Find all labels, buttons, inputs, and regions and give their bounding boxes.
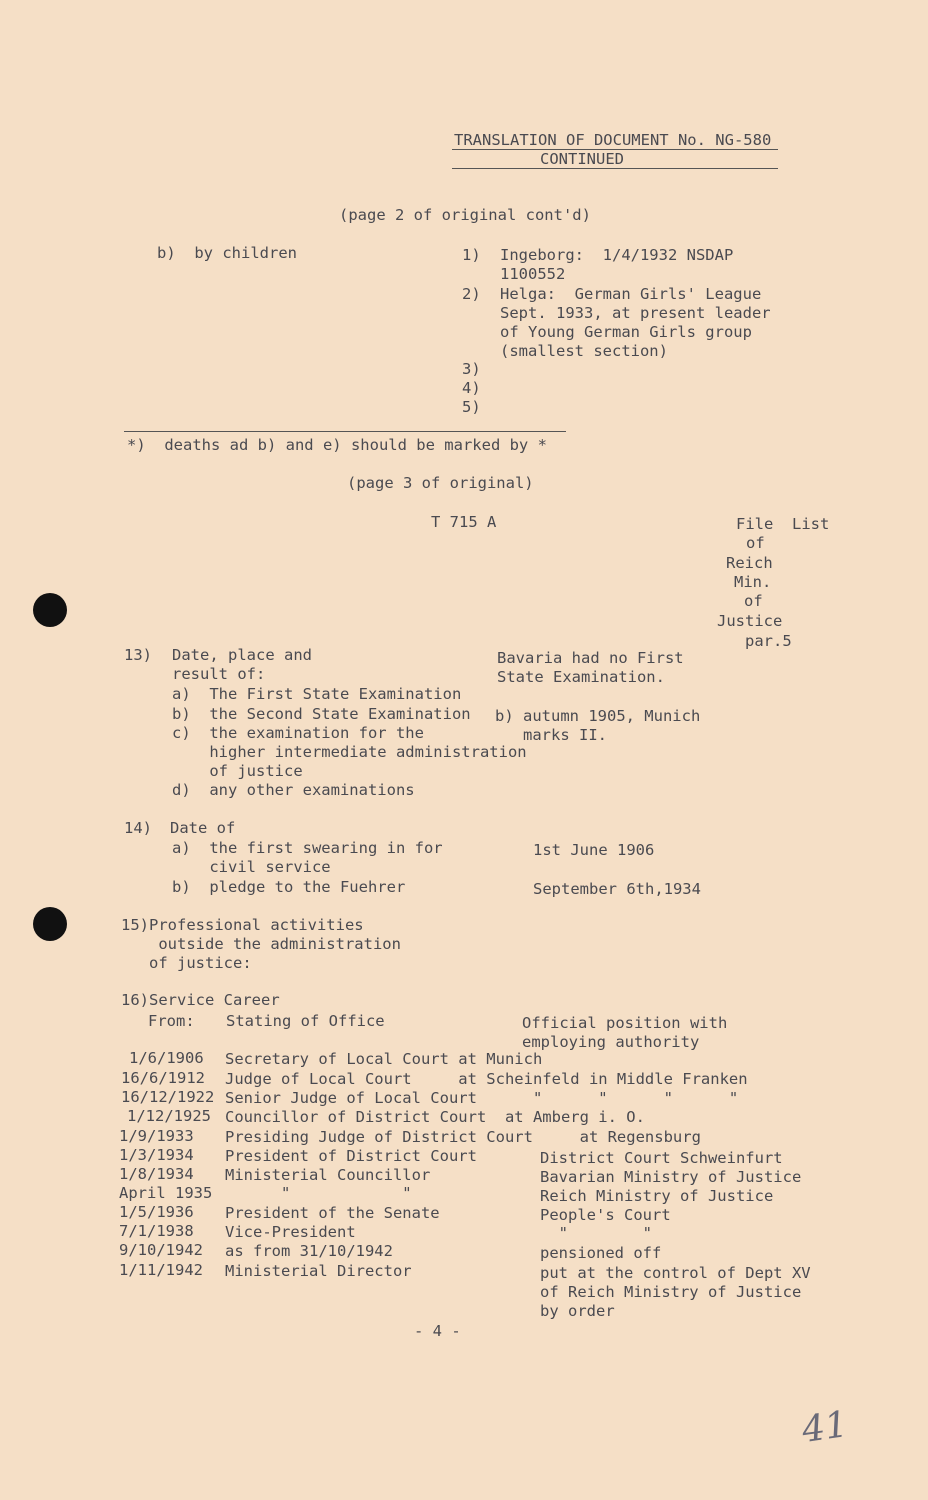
item13-answer-b: b) autumn 1905, Munich marks II. <box>495 707 701 744</box>
career-row-date: 1/3/1934 <box>119 1146 194 1164</box>
item14-answer-a: 1st June 1906 <box>533 841 655 859</box>
child-1-num: 1) <box>462 246 481 264</box>
file-list-line-2: of <box>746 534 765 552</box>
file-list-line-4: Min. <box>734 573 772 591</box>
career-row-station: Presiding Judge of District Court at Regensburg <box>225 1128 701 1146</box>
footnote-rule <box>124 431 566 432</box>
career-row-station: Secretary of Local Court at Munich <box>225 1050 543 1068</box>
handwritten-page-mark: 41 <box>799 1404 851 1451</box>
child-2-num: 2) <box>462 285 481 303</box>
career-row-position: " " <box>540 1224 652 1242</box>
item13-label: Date, place and result of: <box>172 646 312 683</box>
career-row-position: District Court Schweinfurt <box>540 1149 783 1167</box>
child-1-text: Ingeborg: 1/4/1932 NSDAP 1100552 <box>500 246 734 283</box>
career-row-date: 1/9/1933 <box>119 1127 194 1145</box>
career-row-station: Senior Judge of Local Court " " " " <box>225 1089 739 1107</box>
header-underline-2 <box>452 168 778 169</box>
career-row-date: 7/1/1938 <box>119 1222 194 1240</box>
career-row-station: as from 31/10/1942 <box>225 1242 393 1260</box>
career-row-position: People's Court <box>540 1206 671 1224</box>
file-list-line-5: of <box>744 592 763 610</box>
item15-number: 15) <box>121 916 149 934</box>
career-row-date: 16/6/1912 <box>121 1069 205 1087</box>
page-number: - 4 - <box>414 1322 461 1340</box>
child-4-num: 4) <box>462 379 481 397</box>
doc-header-continued: CONTINUED <box>540 150 624 168</box>
career-row-position: pensioned off <box>540 1244 662 1262</box>
file-list-line-1: File List <box>736 515 830 533</box>
item13-b: b) the Second State Examination <box>172 705 471 723</box>
career-row-date: 1/8/1934 <box>119 1165 194 1183</box>
file-list-line-3: Reich <box>726 554 773 572</box>
item13-a: a) The First State Examination <box>172 685 462 703</box>
item14-a: a) the first swearing in for civil service <box>172 839 443 876</box>
career-row-position: Reich Ministry of Justice <box>540 1187 774 1205</box>
career-row-station: Ministerial Councillor <box>225 1166 431 1184</box>
child-2-text: Helga: German Girls' League Sept. 1933, at present leader of Young German Girls group (smallest section) <box>500 285 771 360</box>
footnote: *) deaths ad b) and e) should be marked by * <box>127 436 547 454</box>
career-row-date: 1/12/1925 <box>127 1107 211 1125</box>
career-row-date: 9/10/1942 <box>119 1241 203 1259</box>
children-label: b) by children <box>157 244 297 262</box>
item14-number: 14) <box>124 819 152 837</box>
career-row-station: Councillor of District Court at Amberg i. O. <box>225 1108 645 1126</box>
career-row-station: Vice-President <box>225 1223 356 1241</box>
career-row-position: Bavarian Ministry of Justice <box>540 1168 802 1186</box>
item14-answer-b: September 6th,1934 <box>533 880 701 898</box>
item13-number: 13) <box>124 646 152 664</box>
career-row-station: President of District Court <box>225 1147 477 1165</box>
item16-station-label: Stating of Office <box>226 1012 385 1030</box>
child-3-num: 3) <box>462 360 481 378</box>
career-row-station: President of the Senate <box>225 1204 440 1222</box>
career-row-station: " " <box>225 1184 412 1202</box>
item13-d: d) any other examinations <box>172 781 415 799</box>
page3-note: (page 3 of original) <box>347 474 534 492</box>
item15-label: Professional activities outside the administration of justice: <box>149 916 401 972</box>
header-underline <box>452 149 778 150</box>
item14-b: b) pledge to the Fuehrer <box>172 878 406 896</box>
career-row-position: put at the control of Dept XV of Reich Ministry of Justice by order <box>540 1264 811 1320</box>
page2-note: (page 2 of original cont'd) <box>339 206 591 224</box>
career-row-station: Judge of Local Court at Scheinfeld in Middle Franken <box>225 1070 748 1088</box>
item14-label: Date of <box>170 819 236 837</box>
career-row-date: 1/11/1942 <box>119 1261 203 1279</box>
item13-answer-a: Bavaria had no First State Examination. <box>497 649 684 686</box>
punch-hole-bottom <box>33 907 67 941</box>
item16-label: Service Career <box>149 991 280 1009</box>
file-list-line-6: Justice <box>717 612 783 630</box>
career-row-date: 1/6/1906 <box>129 1049 204 1067</box>
career-row-station: Ministerial Director <box>225 1262 412 1280</box>
item16-position-label: Official position with employing authority <box>522 1014 728 1051</box>
career-row-date: 1/5/1936 <box>119 1203 194 1221</box>
file-list-line-7: par.5 <box>745 632 792 650</box>
career-row-date: April 1935 <box>119 1184 213 1202</box>
child-5-num: 5) <box>462 398 481 416</box>
punch-hole-top <box>33 593 67 627</box>
doc-header-title: TRANSLATION OF DOCUMENT No. NG-580 <box>454 131 772 149</box>
item16-number: 16) <box>121 991 149 1009</box>
file-ref: T 715 A <box>431 513 497 531</box>
item16-from-label: From: <box>148 1012 195 1030</box>
career-row-date: 16/12/1922 <box>121 1088 215 1106</box>
item13-c: c) the examination for the higher intermediate administration of justice <box>172 724 527 780</box>
